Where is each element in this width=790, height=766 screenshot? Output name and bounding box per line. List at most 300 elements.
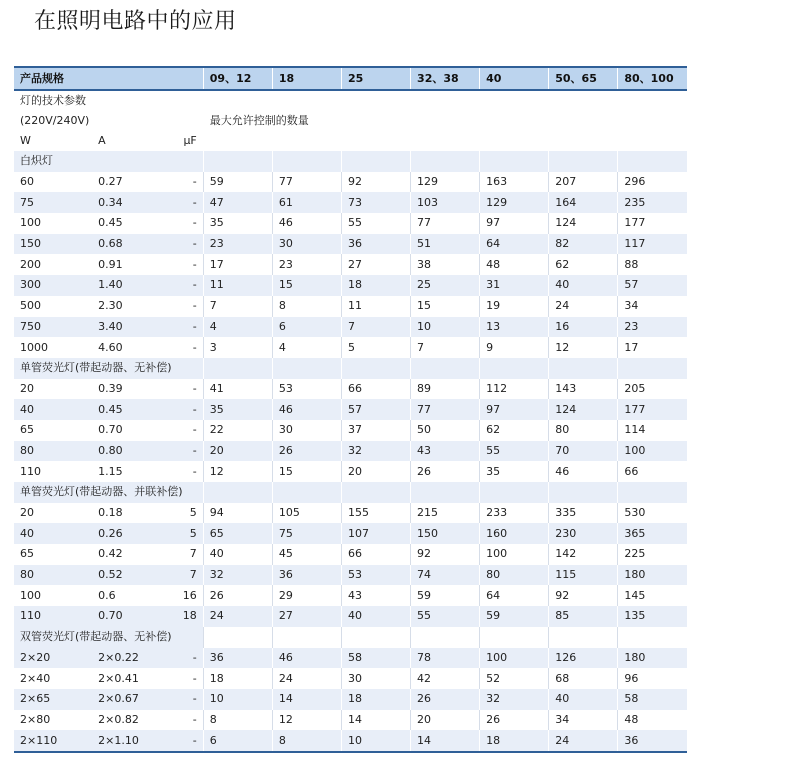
- count-cell: 85: [549, 606, 618, 627]
- count-cell: 225: [618, 544, 687, 565]
- count-cell: 38: [411, 254, 480, 275]
- table-body: [14, 90, 687, 752]
- table-row: [14, 523, 687, 544]
- count-cell: 126: [549, 648, 618, 669]
- count-cell: 23: [272, 254, 341, 275]
- empty-cell: [480, 358, 549, 379]
- count-cell: 75: [272, 523, 341, 544]
- empty-cell: [549, 482, 618, 503]
- count-cell: 48: [618, 710, 687, 731]
- count-cell: 89: [411, 379, 480, 400]
- count-cell: 77: [411, 213, 480, 234]
- count-cell: 53: [272, 379, 341, 400]
- count-cell: 43: [341, 585, 410, 606]
- count-cell: 365: [618, 523, 687, 544]
- lamp-params-label: 灯的技术参数: [14, 90, 203, 111]
- amp-cell: 0.45: [92, 213, 166, 234]
- count-cell: 50: [411, 420, 480, 441]
- unit-w: W: [14, 131, 92, 151]
- count-cell: 24: [203, 606, 272, 627]
- count-cell: 135: [618, 606, 687, 627]
- count-cell: 20: [411, 710, 480, 731]
- count-cell: 29: [272, 585, 341, 606]
- capacitance-cell: 7: [166, 565, 203, 586]
- table-row: [14, 585, 687, 606]
- count-cell: 30: [272, 234, 341, 255]
- count-cell: 24: [272, 668, 341, 689]
- watt-cell: 40: [14, 399, 92, 420]
- count-cell: 40: [549, 275, 618, 296]
- count-cell: 11: [341, 296, 410, 317]
- table-row: [14, 399, 687, 420]
- count-cell: 52: [480, 668, 549, 689]
- count-cell: 61: [272, 192, 341, 213]
- capacitance-cell: -: [166, 710, 203, 731]
- watt-cell: 75: [14, 192, 92, 213]
- count-cell: 97: [480, 213, 549, 234]
- count-cell: 34: [618, 296, 687, 317]
- amp-cell: 0.70: [92, 420, 166, 441]
- empty-cell: [341, 358, 410, 379]
- count-cell: 207: [549, 172, 618, 193]
- count-cell: 8: [272, 730, 341, 752]
- table-row: [14, 441, 687, 462]
- amp-cell: 2×1.10: [92, 730, 166, 752]
- empty-cell: [411, 627, 480, 648]
- table-row: [14, 172, 687, 193]
- count-cell: 177: [618, 213, 687, 234]
- count-cell: 23: [618, 317, 687, 338]
- count-cell: 26: [203, 585, 272, 606]
- count-cell: 64: [480, 585, 549, 606]
- capacitance-cell: -: [166, 648, 203, 669]
- amp-cell: 0.34: [92, 192, 166, 213]
- count-cell: 53: [341, 565, 410, 586]
- amp-cell: 2×0.82: [92, 710, 166, 731]
- section-title: 双管荧光灯(带起动器、无补偿): [14, 627, 203, 648]
- count-cell: 92: [549, 585, 618, 606]
- count-cell: 9: [480, 337, 549, 358]
- amp-cell: 2.30: [92, 296, 166, 317]
- count-cell: 36: [341, 234, 410, 255]
- count-cell: 124: [549, 213, 618, 234]
- count-cell: 7: [203, 296, 272, 317]
- watt-cell: 60: [14, 172, 92, 193]
- empty-cell: [272, 627, 341, 648]
- empty-cell: [341, 627, 410, 648]
- watt-cell: 2×20: [14, 648, 92, 669]
- empty-cell: [341, 151, 410, 172]
- count-cell: 30: [272, 420, 341, 441]
- empty-cell: [203, 358, 272, 379]
- count-cell: 40: [203, 544, 272, 565]
- count-cell: 19: [480, 296, 549, 317]
- table-row: [14, 710, 687, 731]
- section-row: [14, 627, 687, 648]
- count-cell: 74: [411, 565, 480, 586]
- amp-cell: 0.45: [92, 399, 166, 420]
- count-cell: 6: [272, 317, 341, 338]
- table-row: [14, 544, 687, 565]
- count-cell: 11: [203, 275, 272, 296]
- count-cell: 96: [618, 668, 687, 689]
- count-cell: 18: [480, 730, 549, 752]
- table-row: [14, 503, 687, 524]
- count-cell: 55: [411, 606, 480, 627]
- amp-cell: 0.42: [92, 544, 166, 565]
- count-cell: 12: [272, 710, 341, 731]
- table-row: [14, 606, 687, 627]
- table-row: [14, 213, 687, 234]
- count-cell: 23: [203, 234, 272, 255]
- count-cell: 14: [341, 710, 410, 731]
- count-cell: 58: [341, 648, 410, 669]
- section-row: [14, 151, 687, 172]
- count-cell: 70: [549, 441, 618, 462]
- count-cell: 46: [272, 213, 341, 234]
- watt-cell: 2×40: [14, 668, 92, 689]
- count-cell: 335: [549, 503, 618, 524]
- size-header: 80、100: [618, 67, 687, 90]
- watt-cell: 110: [14, 606, 92, 627]
- amp-cell: 1.15: [92, 461, 166, 482]
- count-cell: 92: [341, 172, 410, 193]
- watt-cell: 1000: [14, 337, 92, 358]
- count-cell: 59: [480, 606, 549, 627]
- amp-cell: 0.6: [92, 585, 166, 606]
- count-cell: 100: [480, 648, 549, 669]
- count-cell: 105: [272, 503, 341, 524]
- amp-cell: 0.68: [92, 234, 166, 255]
- count-cell: 51: [411, 234, 480, 255]
- watt-cell: 80: [14, 565, 92, 586]
- amp-cell: 2×0.22: [92, 648, 166, 669]
- amp-cell: 0.39: [92, 379, 166, 400]
- amp-cell: 4.60: [92, 337, 166, 358]
- count-cell: 26: [480, 710, 549, 731]
- count-cell: 112: [480, 379, 549, 400]
- count-cell: 22: [203, 420, 272, 441]
- count-cell: 32: [480, 689, 549, 710]
- size-header: 25: [341, 67, 410, 90]
- count-cell: 17: [618, 337, 687, 358]
- count-cell: 34: [549, 710, 618, 731]
- empty-cell: [549, 151, 618, 172]
- product-spec-header: 产品规格: [14, 67, 203, 90]
- count-cell: 129: [411, 172, 480, 193]
- empty-cell: [203, 627, 272, 648]
- table-row: [14, 730, 687, 752]
- count-cell: 94: [203, 503, 272, 524]
- table-row: [14, 461, 687, 482]
- table-row: [14, 234, 687, 255]
- count-cell: 129: [480, 192, 549, 213]
- count-cell: 46: [549, 461, 618, 482]
- amp-cell: 0.27: [92, 172, 166, 193]
- count-cell: 59: [411, 585, 480, 606]
- param-row: [14, 90, 687, 111]
- watt-cell: 110: [14, 461, 92, 482]
- count-cell: 15: [272, 275, 341, 296]
- count-cell: 82: [549, 234, 618, 255]
- count-cell: 35: [203, 213, 272, 234]
- count-cell: 13: [480, 317, 549, 338]
- capacitance-cell: -: [166, 337, 203, 358]
- capacitance-cell: -: [166, 730, 203, 752]
- count-cell: 97: [480, 399, 549, 420]
- lighting-application-table: [14, 66, 687, 753]
- count-cell: 92: [411, 544, 480, 565]
- watt-cell: 200: [14, 254, 92, 275]
- count-cell: 4: [203, 317, 272, 338]
- empty-cell: [411, 358, 480, 379]
- watt-cell: 750: [14, 317, 92, 338]
- amp-cell: 0.52: [92, 565, 166, 586]
- count-cell: 80: [549, 420, 618, 441]
- count-cell: 107: [341, 523, 410, 544]
- table-row: [14, 668, 687, 689]
- count-cell: 73: [341, 192, 410, 213]
- count-cell: 8: [272, 296, 341, 317]
- count-cell: 10: [341, 730, 410, 752]
- amp-cell: 2×0.41: [92, 668, 166, 689]
- capacitance-cell: -: [166, 441, 203, 462]
- count-cell: 80: [480, 565, 549, 586]
- size-header: 40: [480, 67, 549, 90]
- table-row: [14, 648, 687, 669]
- capacitance-cell: -: [166, 461, 203, 482]
- watt-cell: 100: [14, 585, 92, 606]
- count-cell: 36: [618, 730, 687, 752]
- count-cell: 77: [272, 172, 341, 193]
- count-cell: 18: [341, 689, 410, 710]
- capacitance-cell: -: [166, 213, 203, 234]
- count-cell: 150: [411, 523, 480, 544]
- count-cell: 66: [341, 544, 410, 565]
- count-cell: 36: [203, 648, 272, 669]
- count-cell: 26: [411, 461, 480, 482]
- table-row: [14, 379, 687, 400]
- size-header: 18: [272, 67, 341, 90]
- capacitance-cell: -: [166, 296, 203, 317]
- count-cell: 7: [341, 317, 410, 338]
- section-title: 单管荧光灯(带起动器、并联补偿): [14, 482, 203, 503]
- capacitance-cell: -: [166, 379, 203, 400]
- watt-cell: 80: [14, 441, 92, 462]
- count-cell: 59: [203, 172, 272, 193]
- count-cell: 233: [480, 503, 549, 524]
- count-cell: 57: [618, 275, 687, 296]
- empty-cell: [272, 482, 341, 503]
- count-cell: 43: [411, 441, 480, 462]
- capacitance-cell: -: [166, 192, 203, 213]
- amp-cell: 0.91: [92, 254, 166, 275]
- count-cell: 88: [618, 254, 687, 275]
- empty-cell: [618, 482, 687, 503]
- count-cell: 62: [549, 254, 618, 275]
- count-cell: 100: [480, 544, 549, 565]
- count-cell: 4: [272, 337, 341, 358]
- table-row: [14, 565, 687, 586]
- amp-cell: 0.70: [92, 606, 166, 627]
- count-cell: 24: [549, 730, 618, 752]
- watt-cell: 65: [14, 420, 92, 441]
- count-cell: 12: [203, 461, 272, 482]
- count-cell: 142: [549, 544, 618, 565]
- count-cell: 64: [480, 234, 549, 255]
- watt-cell: 2×110: [14, 730, 92, 752]
- watt-cell: 2×80: [14, 710, 92, 731]
- count-cell: 58: [618, 689, 687, 710]
- count-cell: 177: [618, 399, 687, 420]
- watt-cell: 40: [14, 523, 92, 544]
- count-cell: 47: [203, 192, 272, 213]
- count-cell: 32: [341, 441, 410, 462]
- capacitance-cell: 7: [166, 544, 203, 565]
- count-cell: 296: [618, 172, 687, 193]
- count-cell: 30: [341, 668, 410, 689]
- capacitance-cell: -: [166, 275, 203, 296]
- count-cell: 27: [341, 254, 410, 275]
- capacitance-cell: -: [166, 420, 203, 441]
- count-cell: 15: [272, 461, 341, 482]
- count-cell: 66: [341, 379, 410, 400]
- count-cell: 100: [618, 441, 687, 462]
- capacitance-cell: 18: [166, 606, 203, 627]
- empty-cell: [618, 151, 687, 172]
- capacitance-cell: -: [166, 254, 203, 275]
- count-cell: 42: [411, 668, 480, 689]
- empty-cell: [272, 151, 341, 172]
- section-title: 白炽灯: [14, 151, 203, 172]
- count-cell: 55: [341, 213, 410, 234]
- unit-uf: μF: [166, 131, 203, 151]
- section-title: 单管荧光灯(带起动器、无补偿): [14, 358, 203, 379]
- count-cell: 230: [549, 523, 618, 544]
- capacitance-cell: 16: [166, 585, 203, 606]
- count-cell: 205: [618, 379, 687, 400]
- capacitance-cell: 5: [166, 523, 203, 544]
- count-cell: 20: [341, 461, 410, 482]
- empty-cell: [203, 151, 272, 172]
- amp-cell: 3.40: [92, 317, 166, 338]
- size-header: 50、65: [549, 67, 618, 90]
- count-cell: 8: [203, 710, 272, 731]
- section-row: [14, 482, 687, 503]
- count-cell: 10: [203, 689, 272, 710]
- count-cell: 180: [618, 648, 687, 669]
- count-cell: 36: [272, 565, 341, 586]
- capacitance-cell: -: [166, 399, 203, 420]
- count-cell: 35: [203, 399, 272, 420]
- count-cell: 46: [272, 399, 341, 420]
- count-cell: 10: [411, 317, 480, 338]
- amp-cell: 0.80: [92, 441, 166, 462]
- table-row: [14, 192, 687, 213]
- count-cell: 62: [480, 420, 549, 441]
- count-cell: 57: [341, 399, 410, 420]
- count-cell: 24: [549, 296, 618, 317]
- empty-cell: [480, 151, 549, 172]
- table-row: [14, 317, 687, 338]
- watt-cell: 65: [14, 544, 92, 565]
- empty-cell: [480, 627, 549, 648]
- count-cell: 143: [549, 379, 618, 400]
- count-cell: 163: [480, 172, 549, 193]
- count-cell: 46: [272, 648, 341, 669]
- table-row: [14, 337, 687, 358]
- table-row: [14, 420, 687, 441]
- count-cell: 530: [618, 503, 687, 524]
- watt-cell: 100: [14, 213, 92, 234]
- size-header: 09、12: [203, 67, 272, 90]
- empty-cell: [480, 482, 549, 503]
- count-cell: 15: [411, 296, 480, 317]
- empty-cell: [618, 358, 687, 379]
- amp-cell: 0.18: [92, 503, 166, 524]
- count-cell: 103: [411, 192, 480, 213]
- header-row: [14, 67, 687, 90]
- table-row: [14, 689, 687, 710]
- count-cell: 114: [618, 420, 687, 441]
- empty-cell: [341, 482, 410, 503]
- count-cell: 68: [549, 668, 618, 689]
- table-row: [14, 275, 687, 296]
- amp-cell: 1.40: [92, 275, 166, 296]
- count-cell: 155: [341, 503, 410, 524]
- count-cell: 14: [411, 730, 480, 752]
- count-cell: 6: [203, 730, 272, 752]
- count-cell: 55: [480, 441, 549, 462]
- count-cell: 12: [549, 337, 618, 358]
- amp-cell: 0.26: [92, 523, 166, 544]
- page-title: 在照明电路中的应用: [34, 9, 237, 34]
- size-header: 32、38: [411, 67, 480, 90]
- count-cell: 78: [411, 648, 480, 669]
- count-cell: 26: [272, 441, 341, 462]
- count-cell: 18: [341, 275, 410, 296]
- count-cell: 41: [203, 379, 272, 400]
- table-row: [14, 296, 687, 317]
- watt-cell: 500: [14, 296, 92, 317]
- count-cell: 66: [618, 461, 687, 482]
- watt-cell: 150: [14, 234, 92, 255]
- empty-cell: [618, 627, 687, 648]
- count-cell: 65: [203, 523, 272, 544]
- count-cell: 117: [618, 234, 687, 255]
- watt-cell: 20: [14, 379, 92, 400]
- empty-cell: [411, 151, 480, 172]
- amp-cell: 2×0.67: [92, 689, 166, 710]
- count-cell: 27: [272, 606, 341, 627]
- count-cell: 37: [341, 420, 410, 441]
- section-row: [14, 358, 687, 379]
- voltage-label: (220V/240V): [14, 111, 203, 131]
- count-cell: 40: [341, 606, 410, 627]
- max-count-label: 最大允许控制的数量: [203, 90, 687, 151]
- capacitance-cell: -: [166, 689, 203, 710]
- empty-cell: [203, 482, 272, 503]
- empty-cell: [549, 627, 618, 648]
- count-cell: 14: [272, 689, 341, 710]
- count-cell: 18: [203, 668, 272, 689]
- count-cell: 35: [480, 461, 549, 482]
- watt-cell: 20: [14, 503, 92, 524]
- empty-cell: [549, 358, 618, 379]
- count-cell: 26: [411, 689, 480, 710]
- count-cell: 40: [549, 689, 618, 710]
- count-cell: 7: [411, 337, 480, 358]
